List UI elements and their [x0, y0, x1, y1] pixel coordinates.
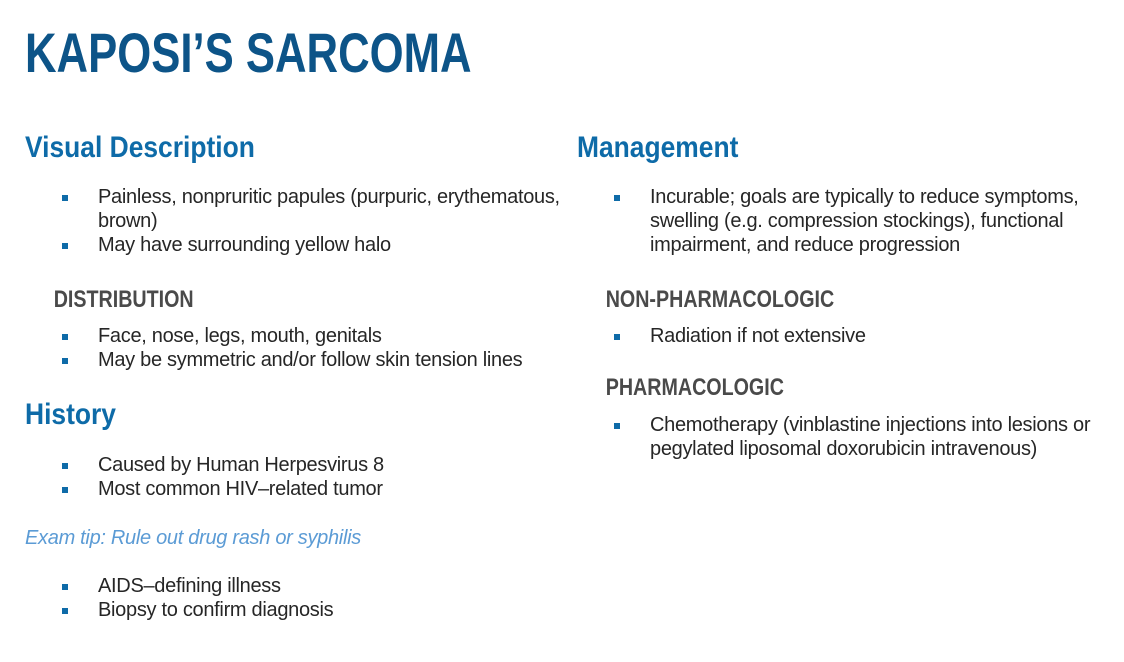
management-list — [577, 185, 1097, 257]
list-item: AIDS–defining illness — [25, 574, 565, 598]
history-list — [25, 453, 565, 501]
history-heading: History — [25, 398, 116, 431]
square-bullet-icon — [62, 608, 68, 614]
list-item: Biopsy to confirm diagnosis — [25, 598, 565, 622]
pharmacologic-list — [577, 413, 1097, 461]
visual-description-heading: Visual Description — [25, 131, 255, 164]
list-item: Radiation if not extensive — [577, 324, 1097, 348]
management-heading: Management — [577, 131, 739, 164]
list-item: Incurable; goals are typically to reduce symptoms, swelling (e.g. compression stockings), functional impairment, and reduce progression — [577, 185, 1097, 257]
square-bullet-icon — [62, 487, 68, 493]
distribution-heading: DISTRIBUTION — [53, 286, 194, 313]
exam-tip: Exam tip: Rule out drug rash or syphilis — [25, 527, 361, 549]
square-bullet-icon — [62, 334, 68, 340]
non-pharmacologic-heading: NON-PHARMACOLOGIC — [605, 286, 835, 313]
visual-description-list — [25, 185, 565, 257]
square-bullet-icon — [62, 463, 68, 469]
square-bullet-icon — [62, 243, 68, 249]
square-bullet-icon — [62, 584, 68, 590]
list-item: May be symmetric and/or follow skin tension lines — [25, 348, 565, 372]
list-item: Caused by Human Herpesvirus 8 — [25, 453, 565, 477]
list-item: Most common HIV–related tumor — [25, 477, 565, 501]
square-bullet-icon — [62, 358, 68, 364]
square-bullet-icon — [614, 334, 620, 340]
distribution-list — [25, 324, 565, 372]
list-item: Face, nose, legs, mouth, genitals — [25, 324, 565, 348]
square-bullet-icon — [614, 423, 620, 429]
history-list-continued — [25, 574, 565, 622]
non-pharmacologic-list — [577, 324, 1097, 348]
page-title: KAPOSI’S SARCOMA — [25, 21, 472, 84]
list-item: May have surrounding yellow halo — [25, 233, 565, 257]
list-item: Painless, nonpruritic papules (purpuric, erythematous, brown) — [25, 185, 565, 233]
square-bullet-icon — [62, 195, 68, 201]
square-bullet-icon — [614, 195, 620, 201]
list-item: Chemotherapy (vinblastine injections into lesions or pegylated liposomal doxorubicin intravenous) — [577, 413, 1097, 461]
pharmacologic-heading: PHARMACOLOGIC — [605, 374, 784, 401]
